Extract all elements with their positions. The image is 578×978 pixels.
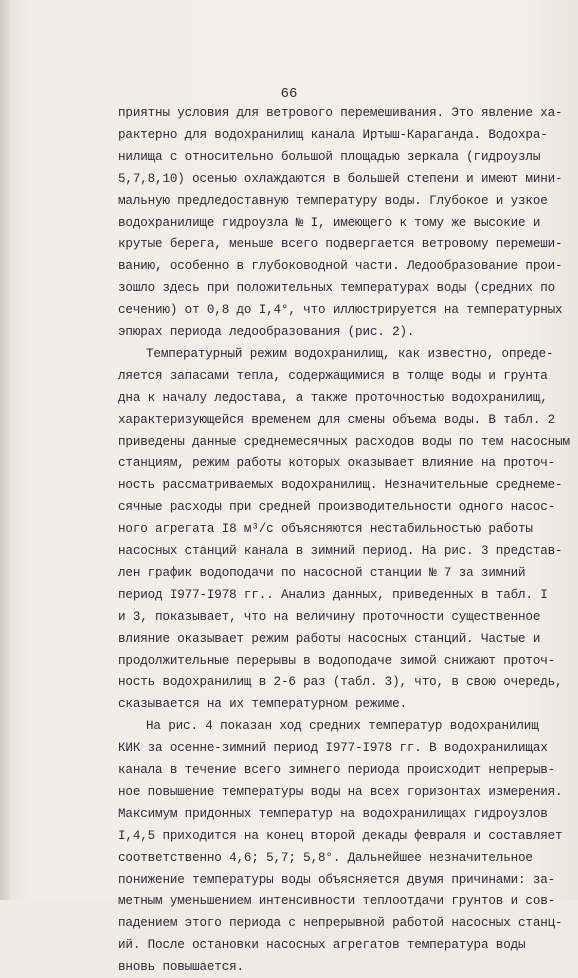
text-line: нилища с относительно большой площадью зеркала (гидроузлы — [118, 149, 541, 164]
page-number: 66 — [280, 86, 298, 102]
text-line: водохранилище гидроузла № I, имеющего к тому же высокие и — [118, 215, 541, 230]
text-line: падением этого периода с непрерывной работой насосных станц- — [118, 916, 563, 931]
text-line: ий. После остановки насосных агрегатов температура воды — [118, 938, 526, 953]
text-line: мальную предледоставную температуру воды. Глубокое и узкое — [118, 193, 548, 208]
text-line: вновь повышается. — [118, 960, 244, 975]
text-line: дна к началу ледостава, а также проточностью водохранилищ, — [118, 390, 548, 405]
text-line: ванию, особенно в глубоководной части. Ледообразование прои- — [118, 259, 563, 274]
text-line: На рис. 4 показан ход средних температур водохранилищ — [146, 719, 539, 734]
text-line: Температурный режим водохранилищ, как известно, опреде- — [146, 346, 554, 361]
text-line: влияние оказывает режим работы насосных станций. Частые и — [118, 631, 541, 646]
text-line: продолжительные перерывы в водоподаче зимой снижают проточ- — [118, 653, 556, 668]
text-line: насосных станций канала в зимний период. На рис. 3 представ- — [118, 544, 563, 558]
page-spine-shadow — [0, 0, 10, 900]
text-line: крутые берега, меньше всего подвергается ветровому перемеши- — [118, 237, 563, 252]
text-line: ного агрегата I8 м³/с объясняются нестабильностью работы — [118, 522, 533, 537]
text-line: станциям, режим работы которых оказывает влияние на проточ- — [118, 456, 556, 471]
text-line: сечению) от 0,8 до I,4°, что иллюстрируется на температурных — [118, 303, 563, 318]
text-line: период I977-I978 гг.. Анализ данных, приведенных в табл. I — [118, 587, 548, 602]
text-line: сказывается на их температурном режиме. — [118, 697, 407, 712]
text-line: сячные расходы при средней производительности одного насос- — [118, 500, 556, 515]
text-line: I,4,5 приходится на конец второй декады февраля и составляет — [118, 828, 563, 843]
text-line: канала в течение всего зимнего периода происходит непрерыв- — [118, 763, 556, 777]
text-line: 5,7,8,10) осенью охлаждаются в большей степени и имеют мини- — [118, 171, 563, 186]
text-line: ное повышение температуры воды на всех горизонтах измерения. — [118, 784, 563, 799]
text-line: метным уменьшением интенсивности теплоотдачи грунтов и сов- — [118, 894, 556, 909]
text-line: ность рассматриваемых водохранилищ. Незначительные среднеме- — [118, 478, 563, 493]
text-line: и 3, показывает, что на величину проточности существенное — [118, 609, 541, 624]
text-line: зошло здесь при положительных температурах воды (средних по — [118, 281, 556, 296]
text-line: понижение температуры воды объясняется двумя причинами: за- — [118, 872, 556, 887]
text-line: приятны условия для ветрового перемешивания. Это явление ха- — [118, 106, 563, 120]
text-line: характеризующейся временем для смены объема воды. В табл. 2 — [118, 412, 556, 427]
text-line: ность водохранилищ в 2-6 раз (табл. 3), что, в свою очередь, — [118, 675, 563, 690]
text-line: КИК за осенне-зимний период I977-I978 гг. В водохранилищах — [118, 741, 548, 756]
text-line: Максимум придонных температур на водохранилищах гидроузлов — [118, 806, 548, 821]
text-line: рактерно для водохранилищ канала Иртыш-Караганда. Водохра- — [118, 127, 548, 142]
text-line: эпюрах периода ледообразования (рис. 2). — [118, 325, 415, 339]
text-line: соответственно 4,6; 5,7; 5,8°. Дальнейшее незначительное — [118, 850, 533, 865]
text-line: лен график водоподачи по насосной станции № 7 за зимний — [118, 565, 526, 580]
text-line: приведены данные среднемесячных расходов воды по тем насосным — [118, 434, 570, 449]
text-line: ляется запасами тепла, содержащимися в толще воды и грунта — [118, 368, 548, 383]
